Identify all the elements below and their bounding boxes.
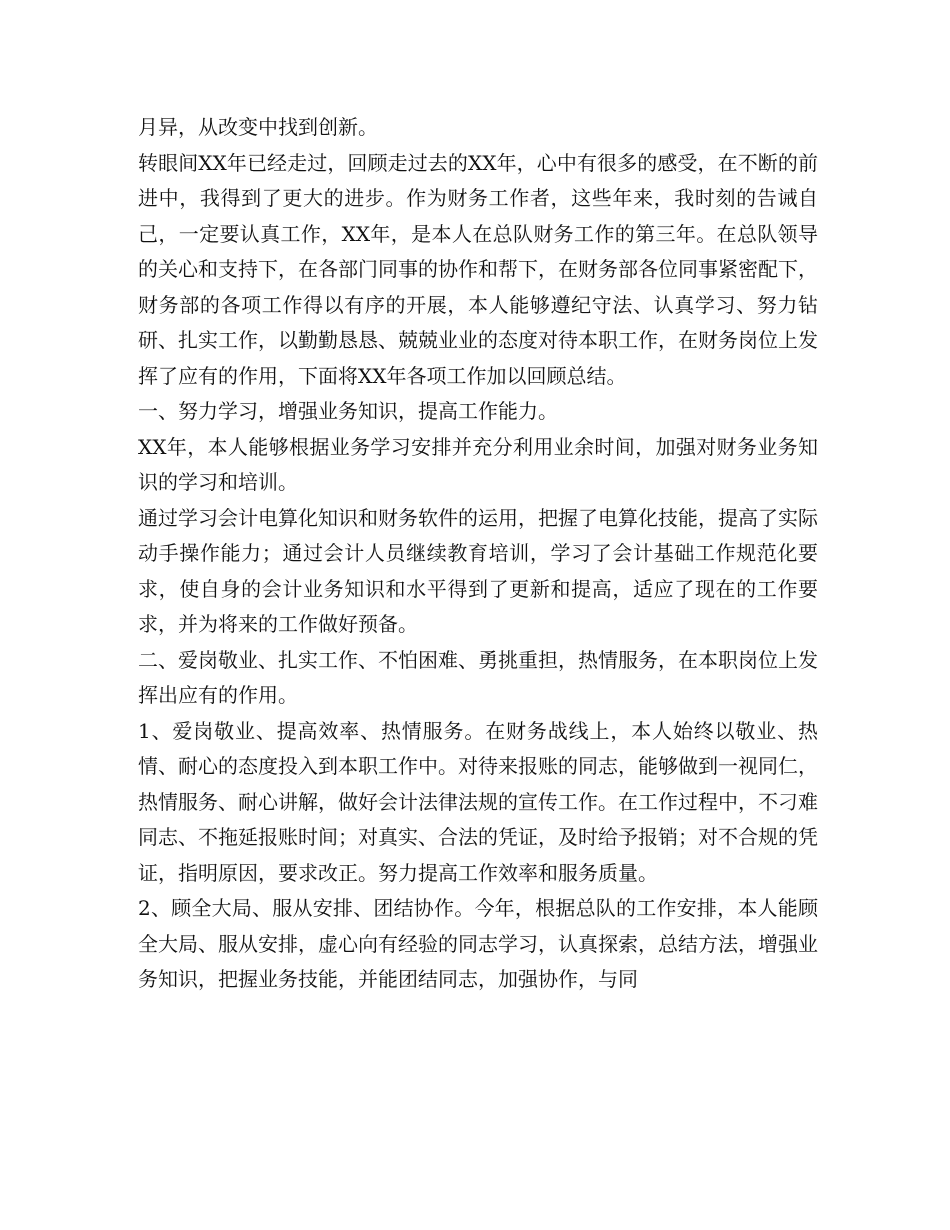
paragraph-continuation: 月异，从改变中找到创新。: [138, 115, 378, 139]
document-body: [138, 110, 818, 998]
paragraph-intro: 转眼间XX年已经走过，回顾走过去的XX年，心中有很多的感受，在不断的前进中，我得到了更大的进步。作为财务工作者，这些年来，我时刻的告诫自己，一定要认真工作，XX年，是本人在总队财务工作的第三年。在总队领导的关心和支持下，在各部门同事的协作和帮下，在财务部各位同事紧密配下，财务部的各项工作得以有序的开展，本人能够遵纪守法、认真学习、努力钻研、扎实工作，以勤勤恳恳、兢兢业业的态度对待本职工作，在财务岗位上发挥了应有的作用，下面将XX年各项工作加以回顾总结。: [138, 150, 818, 388]
paragraph-item-2: 2、顾全大局、服从安排、团结协作。今年，根据总队的工作安排，本人能顾全大局、服从安排，虚心向有经验的同志学习，认真探索，总结方法，增强业务知识，把握业务技能，并能团结同志，加强协作，与同: [138, 896, 818, 991]
paragraph-training: 通过学习会计电算化知识和财务软件的运用，把握了电算化技能，提高了实际动手操作能力；通过会计人员继续教育培训，学习了会计基础工作规范化要求，使自身的会计业务知识和水平得到了更新和提高，适应了现在的工作要求，并为将来的工作做好预备。: [138, 505, 818, 636]
paragraph-item-1: 1、爱岗敬业、提高效率、热情服务。在财务战线上，本人始终以敬业、热情、耐心的态度投入到本职工作中。对待来报账的同志，能够做到一视同仁，热情服务、耐心讲解，做好会计法律法规的宣传工作。在工作过程中，不刁难同志、不拖延报账时间；对真实、合法的凭证，及时给予报销；对不合规的凭证，指明原因，要求改正。努力提高工作效率和服务质量。: [138, 718, 818, 885]
section-heading-1: 一、努力学习，增强业务知识，提高工作能力。: [138, 399, 558, 423]
paragraph-study: XX年，本人能够根据业务学习安排并充分利用业余时间，加强对财务业务知识的学习和培训。: [138, 434, 818, 494]
section-heading-2: 二、爱岗敬业、扎实工作、不怕困难、勇挑重担，热情服务，在本职岗位上发挥出应有的作用。: [138, 647, 818, 707]
